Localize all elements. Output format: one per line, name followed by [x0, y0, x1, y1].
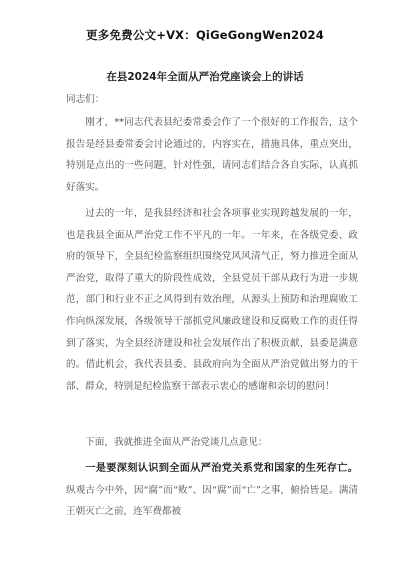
document-title: 在县2024年全面从严治党座谈会上的讲话 [106, 71, 304, 83]
paragraph-past-year-review: 过去的一年，是我县经济和社会各项事业实现跨越发展的一年，也是我县全面从严治党工作不平凡的一年。一年来，在各级党委、政府的领导下，全县纪检监察组织围绕党风风清气正，努力推进全面从严治党，取得了重大的阶段性成效，全县党员干部从政行为进一步规范，部门和行业不正之风得到有效治理，从源头上预防和治理腐败工作向纵深发展，各级领导干部抓党风廉政建设和反腐败工作的责任得到了落实，为全县经济建设和社会发展作出了积极贡献，县委是满意的。借此机会，我代表县委、县政府向为全面从严治党做出努力的干部、群众，特别是纪检监察干部表示衷心的感谢和亲切的慰问！ [66, 208, 358, 392]
salutation: 同志们： [66, 94, 105, 105]
paragraph-transition: 下面，我就推进全面从严治党谈几点意见： [85, 437, 268, 448]
point-one-heading: 一是要深刻认识到全面从严治党关系党和国家的生死存亡。 [85, 463, 358, 474]
paragraph-report-summary: 刚才，**同志代表县纪委常委会作了一个很好的工作报告，这个报告是经县委常委会讨论通过的，内容实在，措施具体，重点突出，特别是点出的一些问题，针对性强，请同志们结合各自实际，认真抓好落实。 [66, 117, 358, 193]
point-one-text: 纵观古今中外，因“腐”而“败”、因“腐”而“亡”之事，俯拾皆是。满清王朝灭亡之前，连军费都被 [66, 484, 358, 518]
header-banner: 更多免费公文+VX：QiGeGongWen2024 [86, 28, 324, 42]
paragraph-point-one [66, 458, 358, 523]
